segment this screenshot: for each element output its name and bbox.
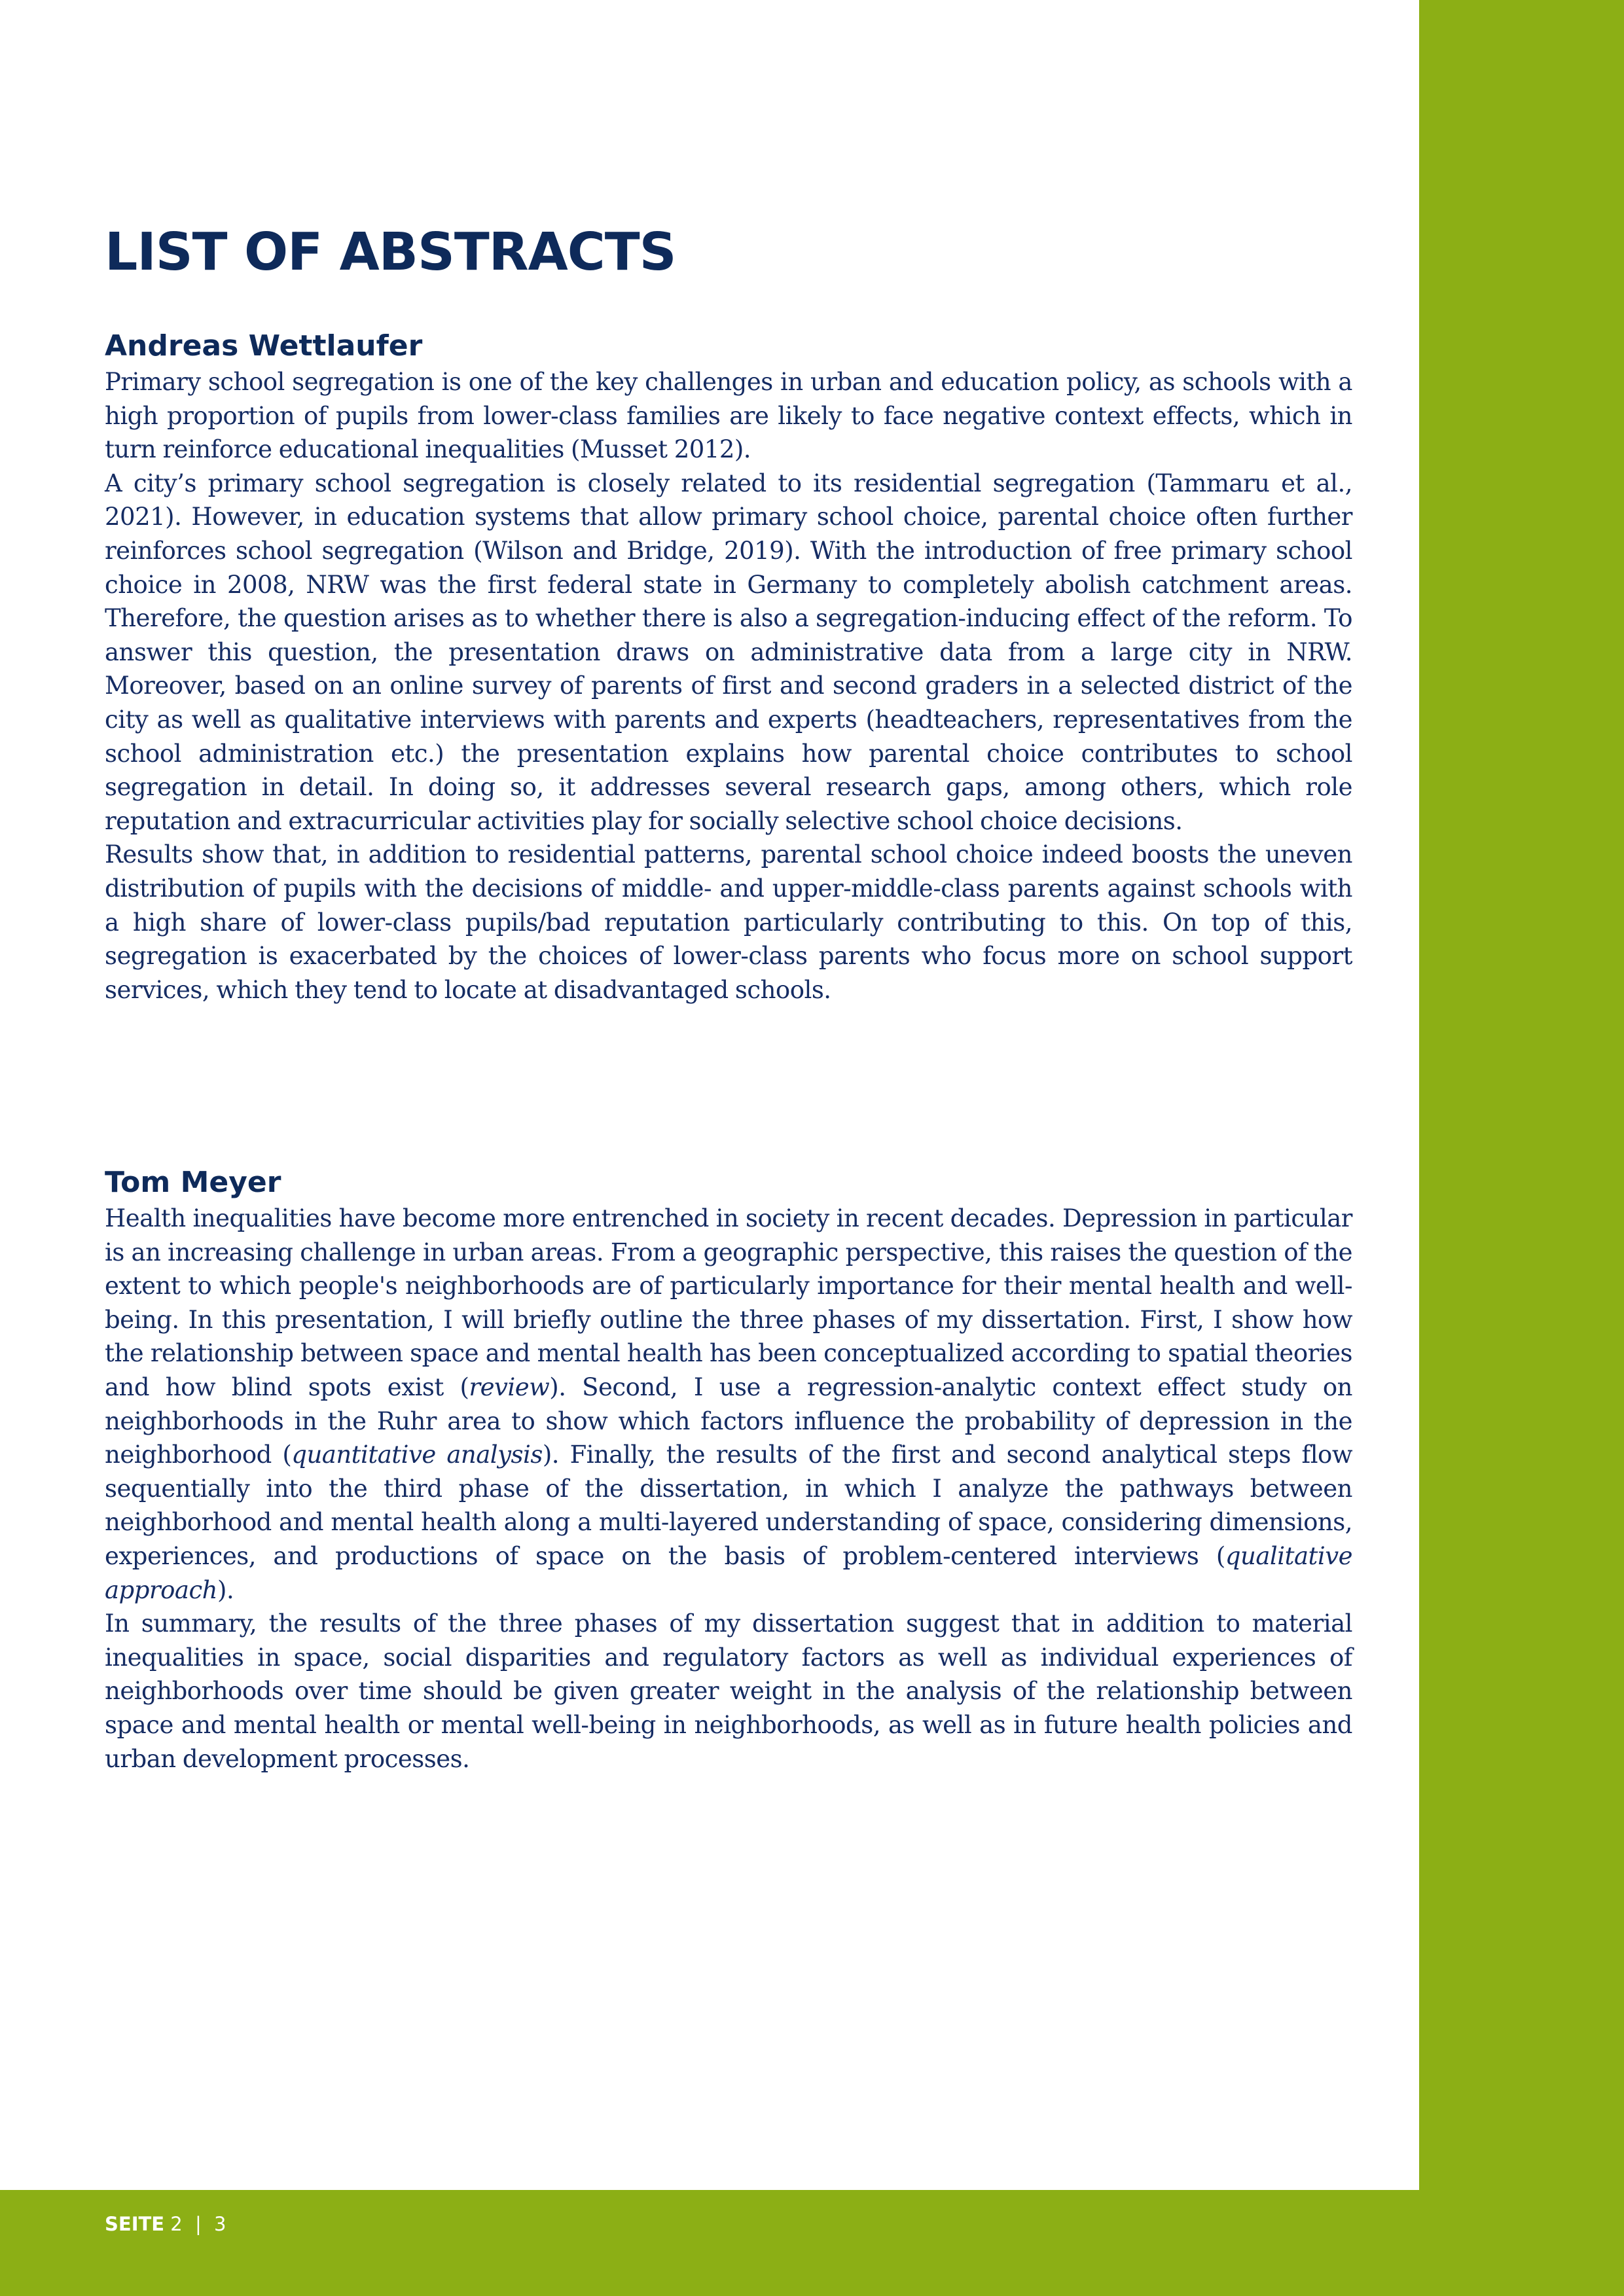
abstract-wettlaufer bbox=[105, 327, 1352, 1007]
page-label: SEITE bbox=[105, 2213, 165, 2235]
abstract-paragraph: Health inequalities have become more entrenched in society in recent decades. Depression in particular is an increasing challenge in urban areas. From a geographic perspective, this raises the question of the extent to which people's neighborhoods are of particularly importance for their mental health and well-being. In this presentation, I will briefly outline the three phases of my dissertation. First, I show how the relationship between space and mental health has been conceptualized according to spatial theories and how blind spots exist (review). Second, I use a regression-analytic context effect study on neighborhoods in the Ruhr area to show which factors influence the probability of depression in the neighborhood (quantitative analysis). Finally, the results of the first and second analytical steps flow sequentially into the third phase of the dissertation, in which I analyze the pathways between neighborhood and mental health along a multi-layered understanding of space, considering dimensions, experiences, and productions of space on the basis of problem-centered interviews (qualitative approach). bbox=[105, 1204, 1352, 1604]
author-name: Andreas Wettlaufer bbox=[105, 329, 423, 363]
emphasis-term: review bbox=[469, 1372, 550, 1401]
emphasis-term: qualitative approach bbox=[105, 1541, 1352, 1604]
abstract-paragraph: A city’s primary school segregation is closely related to its residential segregation (Tammaru et al., 2021). However, in education systems that allow primary school choice, parental choice often further reinforces school segregation (Wilson and Bridge, 2019). With the introduction of free primary school choice in 2008, NRW was the first federal state in Germany to completely abolish catchment areas. Therefore, the question arises as to whether there is also a segregation-inducing effect of the reform. To answer this question, the presentation draws on administrative data from a large city in NRW. Moreover, based on an online survey of parents of first and second graders in a selected district of the city as well as qualitative interviews with parents and experts (headteachers, representatives from the school administration etc.) the presentation explains how parental choice contributes to school segregation in detail. In doing so, it addresses several research gaps, among others, which role reputation and extracurricular activities play for socially selective school choice decisions. bbox=[105, 469, 1352, 835]
abstract-meyer bbox=[105, 1164, 1352, 1776]
side-accent-bar bbox=[1419, 0, 1624, 2296]
page-current: 2 bbox=[170, 2213, 183, 2235]
page-separator: | bbox=[194, 2213, 202, 2235]
abstract-paragraph: In summary, the results of the three phases of my dissertation suggest that in addition to material inequalities in space, social disparities and regulatory factors as well as individual experiences of neighborhoods over time should be given greater weight in the analysis of the relationship between space and mental health or mental well-being in neighborhoods, as well as in future health policies and urban development processes. bbox=[105, 1609, 1352, 1773]
emphasis-term: quantitative analysis bbox=[291, 1441, 543, 1469]
page-total: 3 bbox=[213, 2213, 226, 2235]
footer-bar bbox=[0, 2190, 1624, 2296]
abstract-paragraph: Primary school segregation is one of the key challenges in urban and education policy, as schools with a high proportion of pupils from lower-class families are likely to face negative context effects, which in turn reinforce educational inequalities (Musset 2012). bbox=[105, 368, 1352, 464]
page-title: LIST OF ABSTRACTS bbox=[105, 222, 676, 282]
page-number bbox=[105, 2215, 226, 2234]
author-name: Tom Meyer bbox=[105, 1166, 281, 1199]
abstract-paragraph: Results show that, in addition to residential patterns, parental school choice indeed boosts the uneven distribution of pupils with the decisions of middle- and upper-middle-class parents against schools with a high share of lower-class pupils/bad reputation particularly contributing to this. On top of this, segregation is exacerbated by the choices of lower-class parents who focus more on school support services, which they tend to locate at disadvantaged schools. bbox=[105, 840, 1352, 1004]
